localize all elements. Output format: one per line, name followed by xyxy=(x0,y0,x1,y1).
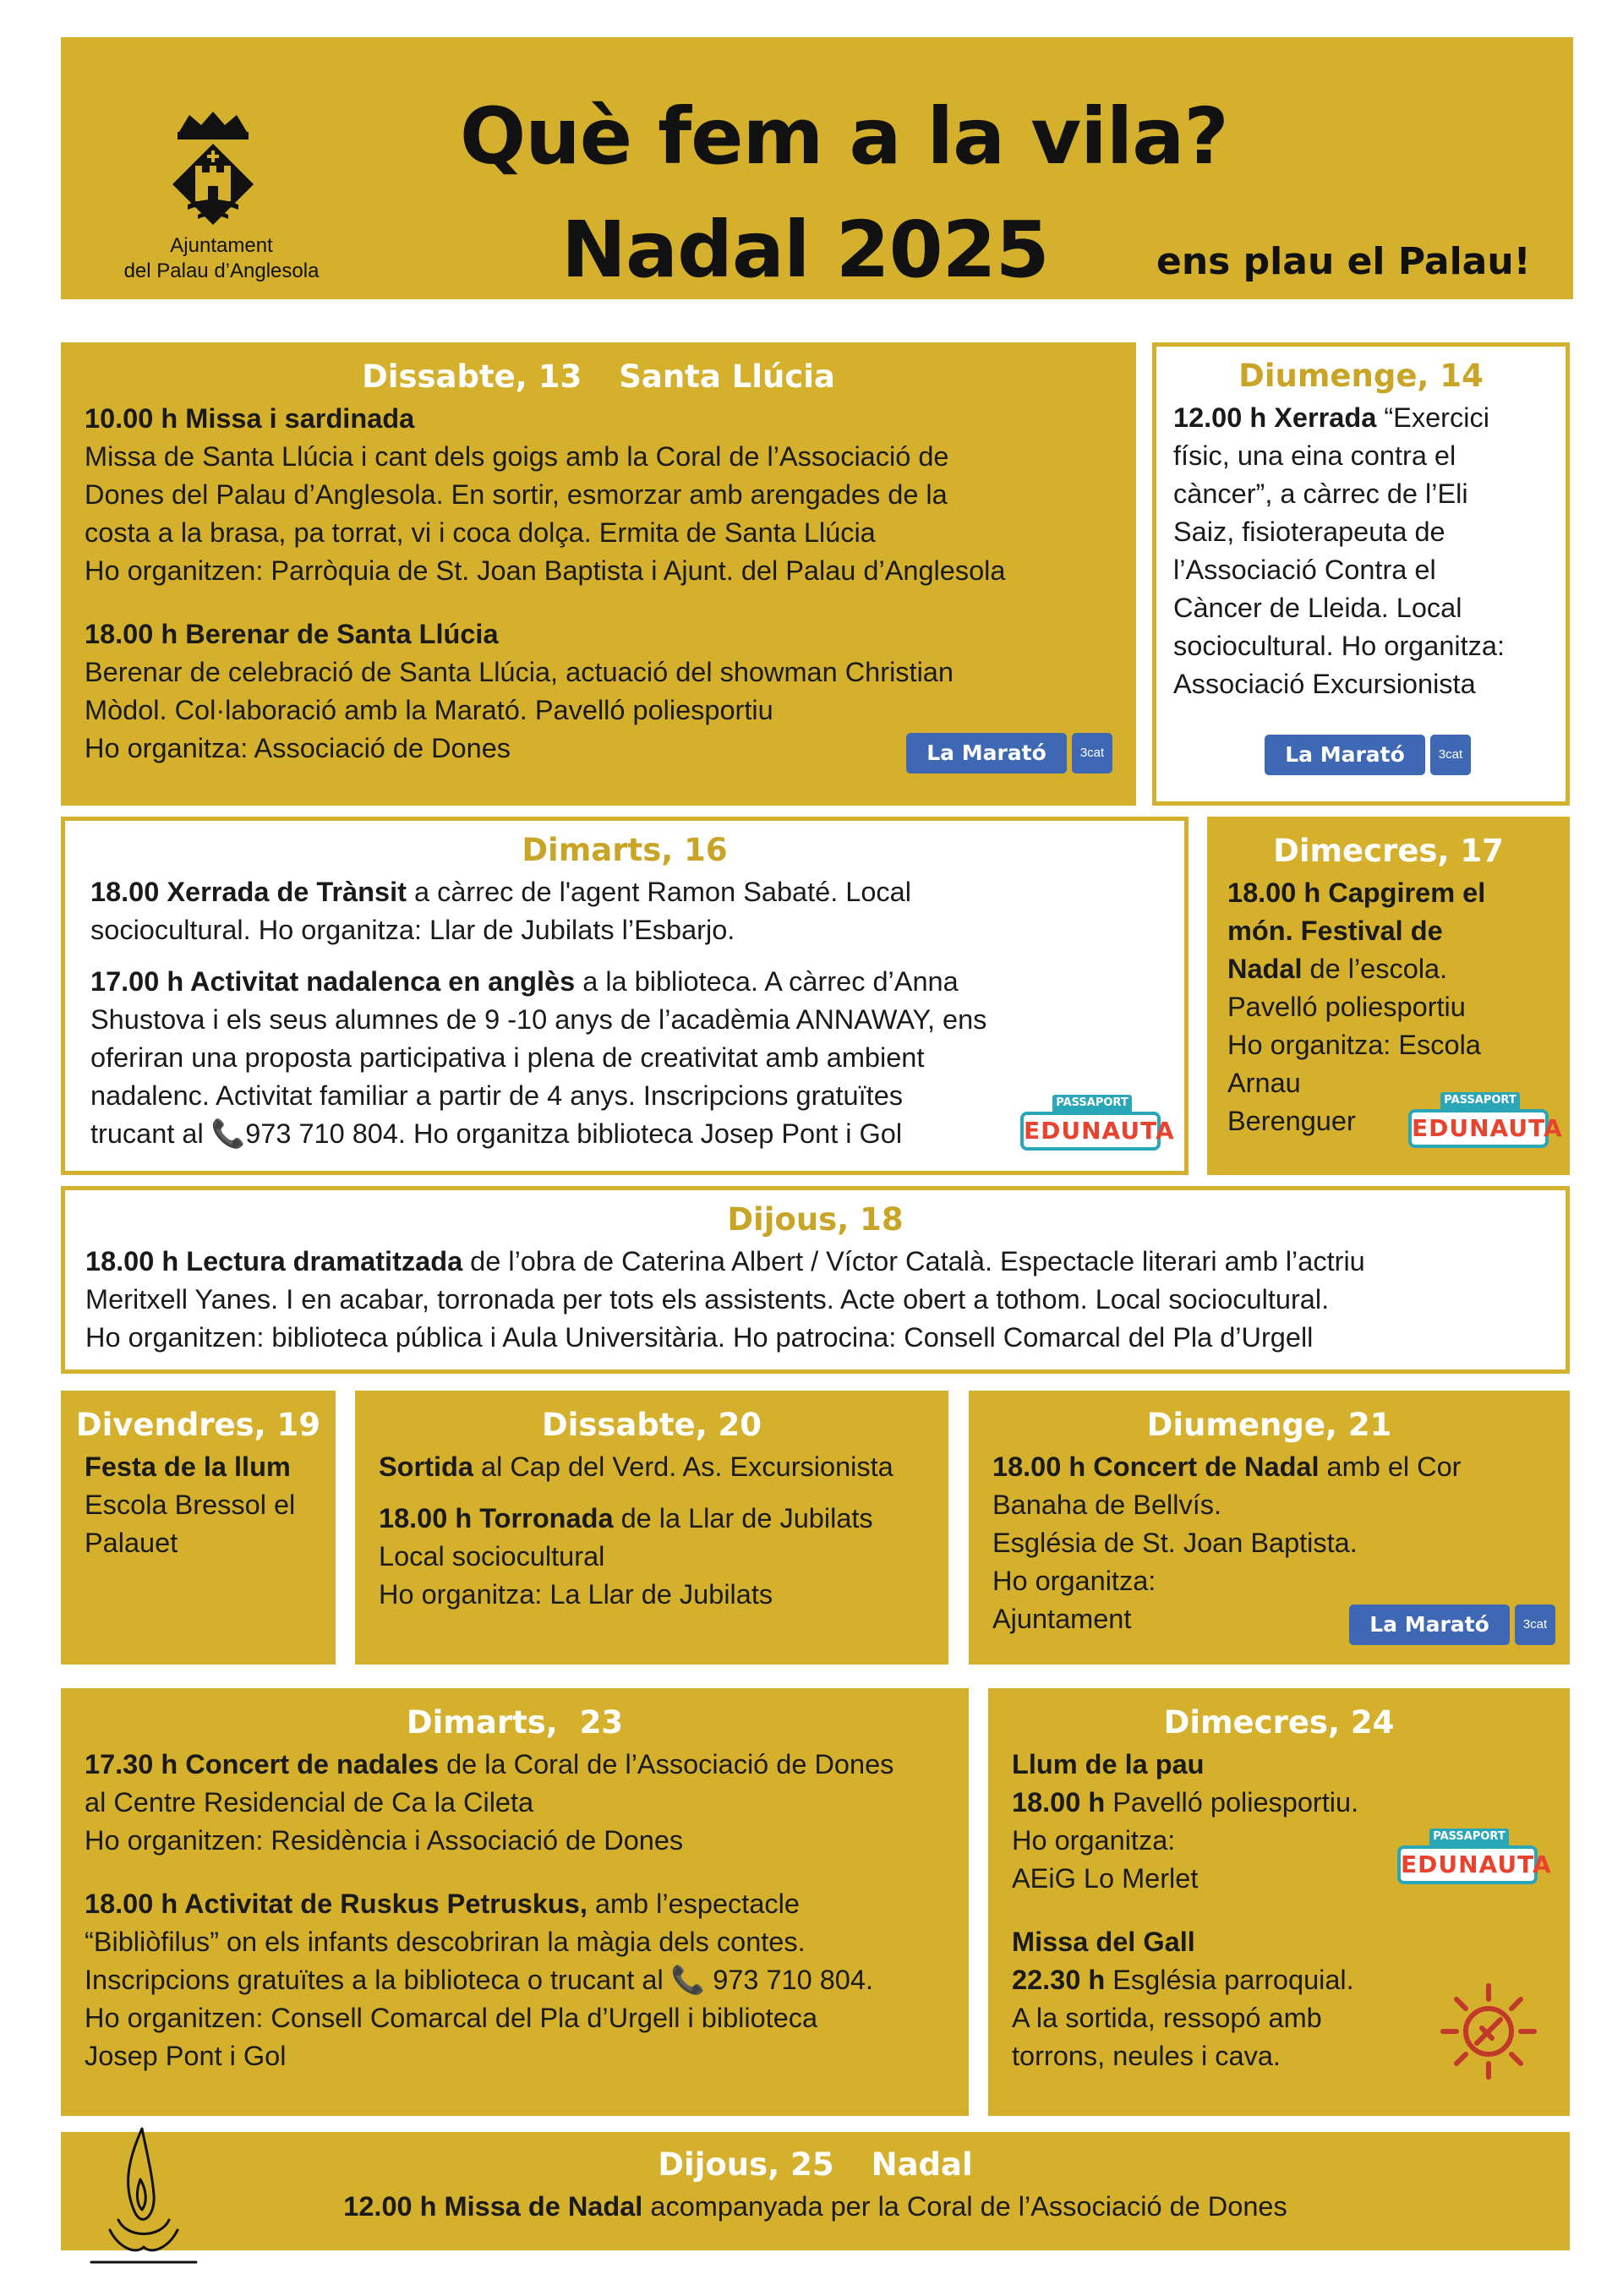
day-card-24 xyxy=(988,1688,1570,2116)
event-text: Josep Pont i Gol xyxy=(85,2041,287,2071)
event-heading: Llum de la pau xyxy=(1012,1749,1205,1779)
event-text: Ho organitzen: Parròquia de St. Joan Baptista i Ajunt. del Palau d’Anglesola xyxy=(85,555,1006,586)
event-text: Ho organitza: Associació de Dones xyxy=(85,733,511,763)
passaport-edunauta-logo: PASSAPORT EDUNAUTA xyxy=(1408,1092,1552,1155)
event-text: 973 710 804. Ho organitza biblioteca Josep Pont i Gol xyxy=(245,1118,903,1149)
candle-flame-icon xyxy=(85,2120,203,2272)
day-heading: Dijous, 18 xyxy=(727,1201,904,1238)
event-heading: 10.00 h Missa i sardinada xyxy=(85,403,415,434)
page-title: Què fem a la vila? xyxy=(460,91,1228,182)
event-text: Mòdol. Col·laboració amb la Marató. Pavelló poliesportiu xyxy=(85,695,773,725)
event-text: Saiz, fisioterapeuta de xyxy=(1173,517,1445,547)
event-text: de la Llar de Jubilats xyxy=(613,1503,873,1533)
event-heading: Festa de la llum xyxy=(85,1451,291,1482)
org-name: Ajuntament del Palau d’Anglesola xyxy=(123,234,320,282)
passaport-edunauta-logo: PASSAPORT EDUNAUTA xyxy=(1020,1095,1164,1157)
event-text: físic, una eina contra el xyxy=(1173,440,1456,471)
event-heading: 12.00 h Missa de Nadal xyxy=(343,2191,643,2222)
event-text: Ho organitza: La Llar de Jubilats xyxy=(379,1579,773,1610)
event-text: torrons, neules i cava. xyxy=(1012,2041,1281,2071)
event-text: sociocultural. Ho organitza: Llar de Jubilats l’Esbarjo. xyxy=(90,915,735,945)
event-heading: Missa del Gall xyxy=(1012,1927,1195,1957)
event-heading: 18.00 h Berenar de Santa Llúcia xyxy=(85,619,499,649)
event-text: acompanyada per la Coral de l’Associació de Dones xyxy=(642,2191,1287,2222)
event-heading: Sortida xyxy=(379,1451,473,1482)
event-text: de l’escola. xyxy=(1302,954,1448,984)
day-heading: Dimarts, 23 xyxy=(406,1704,624,1741)
day-heading: Dissabte, 20 xyxy=(541,1407,762,1443)
event-text: “Bibliòfilus” on els infants descobriran la màgia dels contes. xyxy=(85,1927,806,1957)
day-heading: Diumenge, 21 xyxy=(1146,1407,1392,1443)
event-text: al Centre Residencial de Ca la Cileta xyxy=(85,1787,534,1818)
day-heading: Dimecres, 17 xyxy=(1273,833,1504,869)
event-text: Palauet xyxy=(85,1528,178,1558)
event-heading: 18.00 Xerrada de Trànsit xyxy=(90,877,407,907)
event-text: al Cap del Verd. As. Excursionista xyxy=(473,1451,893,1482)
event-text: Ho organitza: xyxy=(1012,1825,1176,1856)
event-text: amb l’espectacle xyxy=(587,1889,800,1919)
event-text: de l’obra de Caterina Albert / Víctor Català. Espectacle literari amb l’actriu xyxy=(462,1246,1365,1276)
event-text: Ho organitzen: biblioteca pública i Aula Universitària. Ho patrocina: Consell Comarcal del Pla d’Urgell xyxy=(85,1322,1314,1353)
event-text: Banaha de Bellvís. xyxy=(992,1490,1222,1520)
day-heading: Dimecres, 24 xyxy=(1163,1704,1395,1741)
event-heading: 18.00 h Activitat de Ruskus Petruskus, xyxy=(85,1889,587,1919)
event-heading: 17.30 h Concert de nadales xyxy=(85,1749,440,1779)
la-marato-logo: La Marató 3cat xyxy=(1265,735,1467,775)
slogan: ens plau el Palau! xyxy=(1156,240,1531,283)
event-text: Escola Bressol el xyxy=(85,1490,296,1520)
day-card-13 xyxy=(61,342,1136,806)
event-text: càncer”, a càrrec de l’Eli xyxy=(1173,478,1468,509)
event-text: Associació Excursionista xyxy=(1173,669,1476,699)
event-text: Ho organitzen: Consell Comarcal del Pla d’Urgell i biblioteca xyxy=(85,2003,818,2033)
event-text: trucant al xyxy=(90,1118,211,1149)
event-text: Missa de Santa Llúcia i cant dels goigs amb la Coral de l’Associació de xyxy=(85,441,949,472)
page-subtitle: Nadal 2025 xyxy=(561,205,1049,295)
event-heading: Nadal xyxy=(1227,954,1303,984)
event-text: l’Associació Contra el xyxy=(1173,555,1436,585)
event-text: A la sortida, ressopó amb xyxy=(1012,2003,1322,2033)
event-text: Ho organitza: xyxy=(992,1566,1156,1596)
town-crest-icon xyxy=(164,110,262,232)
event-text: Local sociocultural xyxy=(379,1541,605,1572)
la-marato-logo: La Marató 3cat xyxy=(906,733,1109,774)
event-heading: 18.00 h Capgirem el xyxy=(1227,877,1486,908)
event-text: Berenar de celebració de Santa Llúcia, actuació del showman Christian xyxy=(85,657,954,687)
event-text: a la biblioteca. A càrrec d’Anna xyxy=(575,966,959,997)
event-text: Meritxell Yanes. I en acabar, torronada per tots els assistents. Acte obert a tothom. Local sociocultural. xyxy=(85,1284,1330,1315)
day-card-21 xyxy=(969,1391,1570,1665)
day-card-14 xyxy=(1152,342,1570,806)
event-heading: 18.00 h Lectura dramatitzada xyxy=(85,1246,463,1276)
event-text: Berenguer xyxy=(1227,1106,1356,1136)
event-text: Dones del Palau d’Anglesola. En sortir, esmorzar amb arengades de la xyxy=(85,479,948,510)
event-text: amb el Cor xyxy=(1319,1451,1462,1482)
event-text: nadalenc. Activitat familiar a partir de 4 anys. Inscripcions gratuïtes xyxy=(90,1080,904,1111)
phone-icon: 📞 xyxy=(210,1118,246,1149)
day-heading: Dissabte, 13 Santa Llúcia xyxy=(362,358,835,395)
day-card-18 xyxy=(61,1186,1570,1374)
event-time: 18.00 h xyxy=(1012,1787,1106,1818)
event-text: Ho organitza: Escola xyxy=(1227,1030,1481,1060)
day-card-16 xyxy=(61,817,1189,1175)
event-text: Càncer de Lleida. Local xyxy=(1173,593,1462,623)
event-text: de la Coral de l’Associació de Dones xyxy=(439,1749,894,1779)
event-heading: 18.00 h Torronada xyxy=(379,1503,614,1533)
passaport-edunauta-logo: PASSAPORT EDUNAUTA xyxy=(1397,1829,1541,1891)
event-text: Pavelló poliesportiu. xyxy=(1105,1787,1359,1818)
event-text: sociocultural. Ho organitza: xyxy=(1173,631,1505,661)
phone-icon: 📞 xyxy=(670,1965,706,1995)
event-text: Shustova i els seus alumnes de 9 -10 anys de l’acadèmia ANNAWAY, ens xyxy=(90,1004,987,1035)
event-text: 973 710 804. xyxy=(705,1965,873,1995)
event-text: costa a la brasa, pa torrat, vi i coca dolça. Ermita de Santa Llúcia xyxy=(85,517,876,548)
day-card-20 xyxy=(355,1391,948,1665)
la-marato-logo: La Marató 3cat xyxy=(1349,1604,1552,1645)
event-text: Inscripcions gratuïtes a la biblioteca o trucant al xyxy=(85,1965,671,1995)
event-text: oferiran una proposta participativa i plena de creativitat amb ambient xyxy=(90,1042,925,1073)
event-heading: 17.00 h Activitat nadalenca en anglès xyxy=(90,966,576,997)
event-text: AEiG Lo Merlet xyxy=(1012,1863,1199,1894)
event-time: 22.30 h xyxy=(1012,1965,1106,1995)
event-text: “Exercici xyxy=(1376,402,1489,433)
event-text: Església parroquial. xyxy=(1105,1965,1354,1995)
event-text: a càrrec de l'agent Ramon Sabaté. Local xyxy=(406,877,911,907)
event-text: Església de St. Joan Baptista. xyxy=(992,1528,1358,1558)
event-heading: 12.00 h Xerrada xyxy=(1173,402,1377,433)
day-card-19 xyxy=(61,1391,336,1665)
header-banner xyxy=(61,37,1573,299)
day-card-25 xyxy=(61,2132,1570,2250)
day-card-17 xyxy=(1207,817,1570,1175)
event-text: Arnau xyxy=(1227,1068,1301,1098)
day-heading: Divendres, 19 xyxy=(75,1407,321,1443)
day-heading: Dijous, 25 Nadal xyxy=(658,2146,973,2183)
event-text: Ajuntament xyxy=(992,1604,1132,1634)
event-text: Ho organitzen: Residència i Associació de Dones xyxy=(85,1825,684,1856)
sun-symbol-icon xyxy=(1440,1982,1538,2080)
day-heading: Diumenge, 14 xyxy=(1238,358,1484,394)
day-card-23 xyxy=(61,1688,969,2116)
event-heading: 18.00 h Concert de Nadal xyxy=(992,1451,1320,1482)
day-heading: Dimarts, 16 xyxy=(522,832,728,868)
event-heading: món. Festival de xyxy=(1227,916,1443,946)
event-text: Pavelló poliesportiu xyxy=(1227,992,1466,1022)
